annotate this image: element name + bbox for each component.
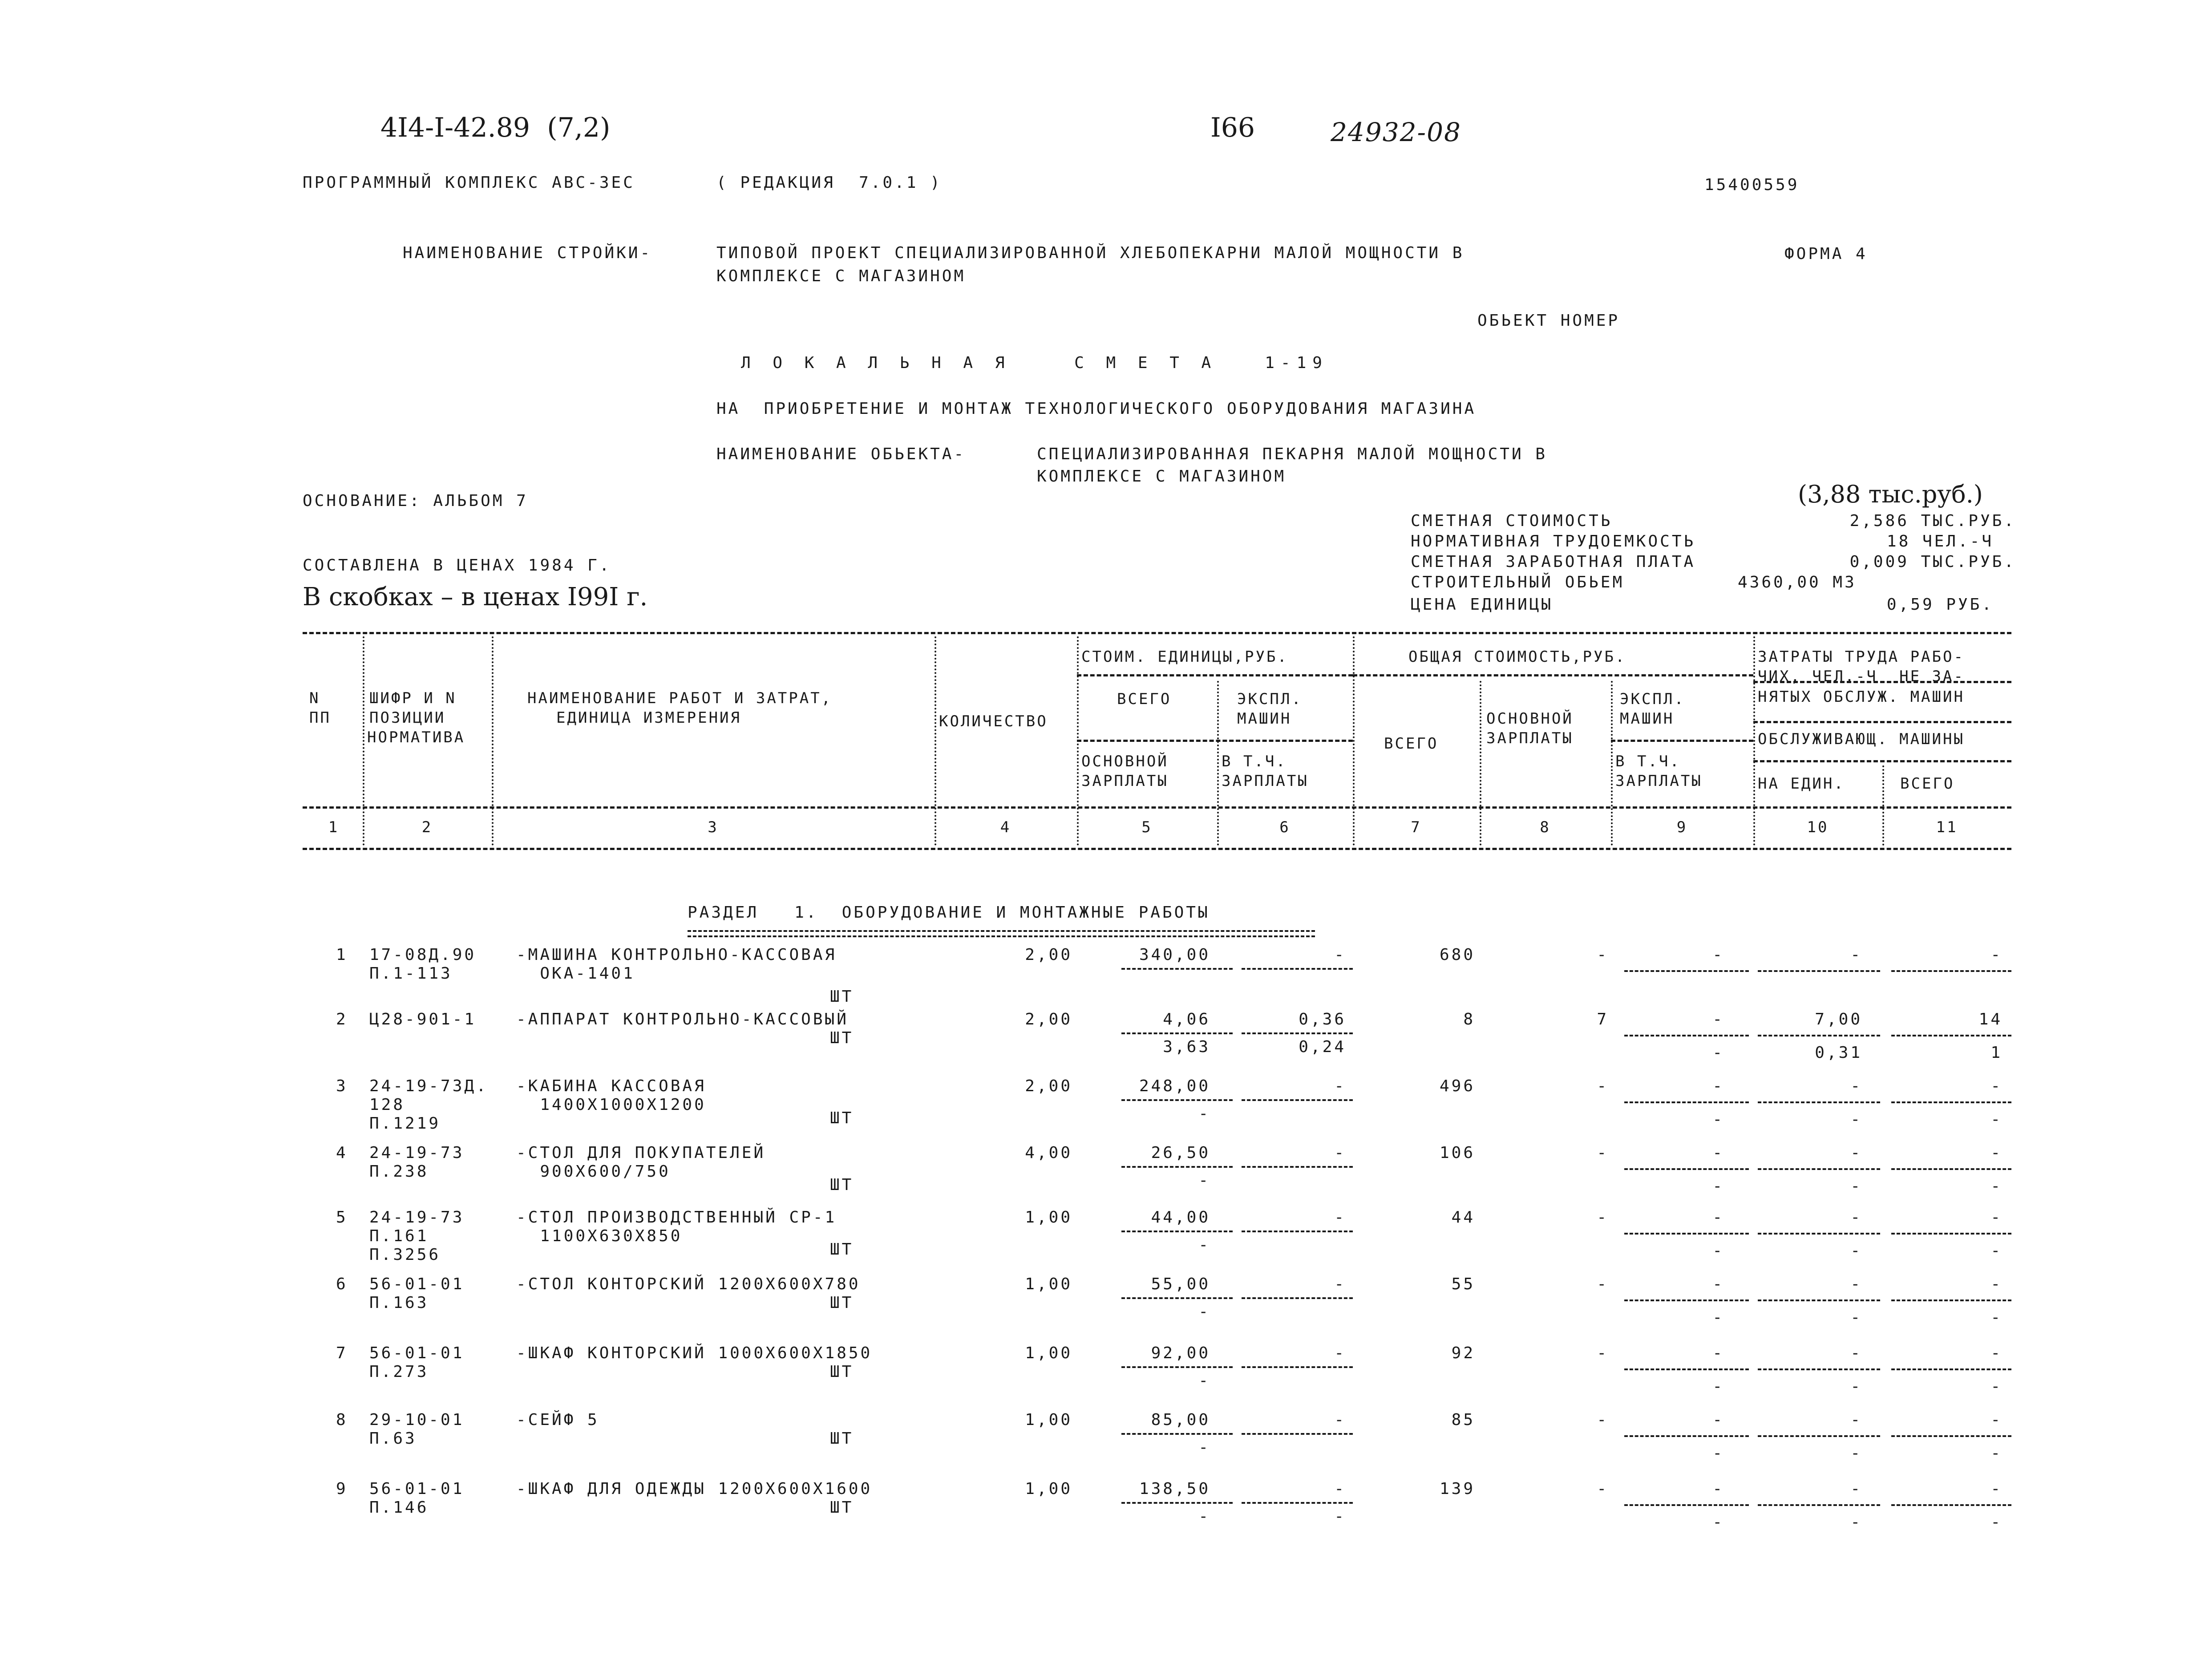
row-name: -МАШИНА КОНТРОЛЬНО-КАССОВАЯ bbox=[516, 946, 837, 964]
col9-sub-header: ЗАРПЛАТЫ bbox=[1615, 772, 1703, 790]
row-code: П.63 bbox=[369, 1429, 417, 1448]
row-labor-total: - bbox=[1991, 1144, 2003, 1162]
row-unit-wage: - bbox=[1198, 1372, 1210, 1390]
row-number: 3 bbox=[336, 1077, 348, 1095]
header-rule-top bbox=[303, 632, 2011, 634]
row-labor-total-wage: - bbox=[1991, 1308, 2003, 1327]
col10-header: НА ЕДИН. bbox=[1758, 775, 1845, 793]
row-code: П.146 bbox=[369, 1498, 429, 1517]
estimate-title: Л О К А Л Ь Н А Я С М Е Т А 1-19 bbox=[741, 354, 1328, 372]
row-total-wage: - bbox=[1597, 1077, 1609, 1095]
row-labor-unit: - bbox=[1850, 1480, 1862, 1498]
row-unit: ШТ bbox=[830, 1498, 854, 1517]
price-1991: (3,88 тыс.руб.) bbox=[1798, 480, 1983, 508]
col6-header: ЭКСПЛ. bbox=[1237, 690, 1303, 708]
row-total-machine: - bbox=[1712, 1208, 1724, 1227]
summary-value: 18 ЧЕЛ.-Ч bbox=[1886, 532, 1994, 551]
row-total: 139 bbox=[1439, 1480, 1475, 1498]
row-total-wage: 7 bbox=[1597, 1010, 1609, 1028]
col-separator bbox=[1611, 681, 1613, 846]
row-rule bbox=[1758, 1368, 1880, 1370]
row-quantity: 2,00 bbox=[1025, 1077, 1072, 1095]
row-rule bbox=[1242, 968, 1353, 970]
row-labor-unit: - bbox=[1850, 1275, 1862, 1293]
row-quantity: 1,00 bbox=[1025, 1208, 1072, 1227]
row-code: 56-01-01 bbox=[369, 1275, 465, 1293]
row-name: -АППАРАТ КОНТРОЛЬНО-КАССОВЫЙ bbox=[516, 1010, 849, 1028]
row-number: 1 bbox=[336, 946, 348, 964]
row-unit-wage: - bbox=[1198, 1438, 1210, 1457]
row-unit-wage: - bbox=[1198, 1507, 1210, 1526]
row-machine-cost: - bbox=[1334, 1344, 1346, 1362]
row-rule bbox=[1242, 1502, 1353, 1504]
row-labor-unit-wage: 0,31 bbox=[1815, 1044, 1862, 1062]
row-unit-wage: - bbox=[1198, 1236, 1210, 1254]
row-rule bbox=[1758, 1504, 1880, 1506]
header-rule-zatr-mid2 bbox=[1753, 760, 2011, 762]
row-machine-cost: 0,36 bbox=[1299, 1010, 1346, 1028]
row-labor-unit-wage: - bbox=[1850, 1377, 1862, 1396]
row-rule bbox=[1891, 1168, 2011, 1170]
zatr-group-header: ЧИХ, ЧЕЛ.-Ч НЕ ЗА- bbox=[1758, 668, 1965, 685]
row-labor-total-wage: - bbox=[1991, 1377, 2003, 1396]
row-labor-total-wage: - bbox=[1991, 1177, 2003, 1195]
row-unit: ШТ bbox=[830, 1294, 854, 1312]
row-code: П.161 bbox=[369, 1227, 429, 1245]
row-name: -СЕЙФ 5 bbox=[516, 1411, 599, 1429]
row-unit-wage: - bbox=[1198, 1105, 1210, 1123]
row-rule bbox=[1242, 1297, 1353, 1299]
row-code: 128 bbox=[369, 1096, 405, 1114]
col-separator bbox=[1077, 636, 1079, 846]
row-machine-cost: - bbox=[1334, 946, 1346, 964]
row-machine-wage-total: - bbox=[1712, 1177, 1724, 1195]
row-rule bbox=[1758, 1233, 1880, 1235]
stroika-label: НАИМЕНОВАНИЕ СТРОЙКИ- bbox=[403, 244, 652, 262]
col-number: 9 bbox=[1676, 818, 1688, 836]
brackets-note: В скобках – в ценах I99I г. bbox=[303, 583, 648, 611]
summary-value: 2,586 ТЫС.РУБ. bbox=[1849, 512, 2016, 530]
summary-label: НОРМАТИВНАЯ ТРУДОЕМКОСТЬ bbox=[1411, 532, 1696, 551]
row-total-wage: - bbox=[1597, 1144, 1609, 1162]
document-code: 4I4-I-42.89 (7,2) bbox=[380, 112, 611, 143]
col-separator bbox=[1753, 636, 1755, 846]
row-total-machine: - bbox=[1712, 1144, 1724, 1162]
row-quantity: 1,00 bbox=[1025, 1411, 1072, 1429]
row-rule bbox=[1121, 1502, 1233, 1504]
row-labor-total-wage: - bbox=[1991, 1513, 2003, 1531]
row-machine-wage: - bbox=[1334, 1507, 1346, 1526]
row-labor-total-wage: - bbox=[1991, 1110, 2003, 1129]
row-labor-total: - bbox=[1991, 1208, 2003, 1227]
col9-sub-header: В Т.Ч. bbox=[1615, 753, 1681, 770]
row-total-wage: - bbox=[1597, 1344, 1609, 1362]
col2-header: ПОЗИЦИИ bbox=[369, 709, 446, 727]
section-underline bbox=[688, 935, 1315, 937]
row-total-machine: - bbox=[1712, 1275, 1724, 1293]
row-unit-cost: 248,00 bbox=[1139, 1077, 1210, 1095]
row-rule bbox=[1121, 1297, 1233, 1299]
col-number: 10 bbox=[1807, 818, 1829, 836]
row-rule bbox=[1121, 968, 1233, 970]
col5-sub-header: ОСНОВНОЙ bbox=[1081, 753, 1169, 770]
row-labor-unit-wage: - bbox=[1850, 1242, 1862, 1260]
header-rule-obsh bbox=[1353, 674, 1753, 676]
row-rule bbox=[1121, 1231, 1233, 1232]
row-rule bbox=[1624, 1233, 1749, 1235]
row-code: П.1219 bbox=[369, 1114, 441, 1133]
row-name: -КАБИНА КАССОВАЯ bbox=[516, 1077, 706, 1095]
object-name-line2: КОМПЛЕКСЕ С МАГАЗИНОМ bbox=[1037, 467, 1287, 486]
row-machine-cost: - bbox=[1334, 1411, 1346, 1429]
row-labor-total: - bbox=[1991, 1411, 2003, 1429]
basis: ОСНОВАНИЕ: АЛЬБОМ 7 bbox=[303, 492, 528, 510]
row-labor-unit-wage: - bbox=[1850, 1308, 1862, 1327]
row-unit-wage: - bbox=[1198, 1171, 1210, 1190]
col-number: 5 bbox=[1141, 818, 1153, 836]
stroika-name-line1: ТИПОВОЙ ПРОЕКТ СПЕЦИАЛИЗИРОВАННОЙ ХЛЕБОПЕКАРНИ МАЛОЙ МОЩНОСТИ В bbox=[716, 244, 1465, 262]
row-machine-wage: 0,24 bbox=[1299, 1038, 1346, 1056]
row-total: 44 bbox=[1451, 1208, 1475, 1227]
col2-header: ШИФР И N bbox=[369, 689, 457, 707]
row-labor-total-wage: 1 bbox=[1991, 1044, 2003, 1062]
row-unit-cost: 26,50 bbox=[1151, 1144, 1210, 1162]
row-unit: ШТ bbox=[830, 1429, 854, 1448]
row-rule bbox=[1624, 1168, 1749, 1170]
row-total-wage: - bbox=[1597, 1480, 1609, 1498]
row-code: 24-19-73 bbox=[369, 1144, 465, 1162]
col-separator bbox=[935, 636, 936, 846]
row-rule bbox=[1242, 1433, 1353, 1435]
numbers-rule-bottom bbox=[303, 848, 2011, 850]
row-machine-wage-total: - bbox=[1712, 1377, 1724, 1396]
row-total-machine: - bbox=[1712, 1344, 1724, 1362]
row-total-machine: - bbox=[1712, 946, 1724, 964]
stoim-group-header: СТОИМ. ЕДИНИЦЫ,РУБ. bbox=[1081, 648, 1288, 666]
col-separator bbox=[1217, 681, 1219, 846]
row-rule bbox=[1121, 1099, 1233, 1101]
row-total-machine: - bbox=[1712, 1077, 1724, 1095]
col9-header: МАШИН bbox=[1620, 710, 1675, 728]
row-rule bbox=[1121, 1166, 1233, 1168]
row-total-machine: - bbox=[1712, 1010, 1724, 1028]
row-unit-wage: - bbox=[1198, 1303, 1210, 1321]
row-name: -СТОЛ ДЛЯ ПОКУПАТЕЛЕЙ bbox=[516, 1144, 766, 1162]
header-rule-c9-mid bbox=[1611, 740, 1753, 742]
row-machine-cost: - bbox=[1334, 1480, 1346, 1498]
object-number: ОБЬЕКТ НОМЕР bbox=[1477, 312, 1620, 330]
row-rule bbox=[1121, 1433, 1233, 1435]
row-name: -ШКАФ ДЛЯ ОДЕЖДЫ 1200Х600Х1600 bbox=[516, 1480, 873, 1498]
form-number: ФОРМА 4 bbox=[1784, 245, 1868, 263]
row-rule bbox=[1624, 1368, 1749, 1370]
row-unit-cost: 85,00 bbox=[1151, 1411, 1210, 1429]
summary-label: СМЕТНАЯ ЗАРАБОТНАЯ ПЛАТА bbox=[1411, 553, 1696, 571]
row-rule bbox=[1624, 970, 1749, 972]
row-quantity: 1,00 bbox=[1025, 1275, 1072, 1293]
row-rule bbox=[1242, 1366, 1353, 1368]
row-quantity: 2,00 bbox=[1025, 1010, 1072, 1028]
summary-label: СМЕТНАЯ СТОИМОСТЬ bbox=[1411, 512, 1613, 530]
row-number: 8 bbox=[336, 1411, 348, 1429]
row-rule bbox=[1891, 1101, 2011, 1103]
zatr-group-header: НЯТЫХ ОБСЛУЖ. МАШИН bbox=[1758, 688, 1965, 706]
col-separator bbox=[492, 636, 494, 846]
row-name: 1100Х630Х850 bbox=[516, 1227, 683, 1245]
row-rule bbox=[1758, 1299, 1880, 1301]
row-rule bbox=[1624, 1299, 1749, 1301]
row-labor-unit: - bbox=[1850, 1411, 1862, 1429]
col6-header: МАШИН bbox=[1237, 710, 1292, 728]
row-total: 85 bbox=[1451, 1411, 1475, 1429]
row-rule bbox=[1891, 1368, 2011, 1370]
handwritten-inventory-number: 24932-08 bbox=[1331, 117, 1461, 147]
col4-header: КОЛИЧЕСТВО bbox=[939, 712, 1048, 730]
compiled-prices: СОСТАВЛЕНА В ЦЕНАХ 1984 Г. bbox=[303, 556, 611, 575]
row-labor-unit-wage: - bbox=[1850, 1513, 1862, 1531]
row-machine-cost: - bbox=[1334, 1077, 1346, 1095]
object-name-line1: СПЕЦИАЛИЗИРОВАННАЯ ПЕКАРНЯ МАЛОЙ МОЩНОСТИ В bbox=[1037, 445, 1547, 463]
row-labor-total-wage: - bbox=[1991, 1444, 2003, 1462]
summary-value: 0,009 ТЫС.РУБ. bbox=[1849, 553, 2016, 571]
row-labor-total: - bbox=[1991, 1077, 2003, 1095]
row-name: ОКА-1401 bbox=[516, 964, 635, 983]
col5-header: ВСЕГО bbox=[1117, 690, 1172, 708]
row-number: 9 bbox=[336, 1480, 348, 1498]
col5-sub-header: ЗАРПЛАТЫ bbox=[1081, 772, 1169, 790]
row-labor-total: - bbox=[1991, 1344, 2003, 1362]
row-name: -СТОЛ КОНТОРСКИЙ 1200Х600Х780 bbox=[516, 1275, 861, 1293]
row-code: П.1-113 bbox=[369, 964, 453, 983]
obsh-group-header: ОБЩАЯ СТОИМОСТЬ,РУБ. bbox=[1408, 648, 1626, 666]
row-name: 1400Х1000Х1200 bbox=[516, 1096, 706, 1114]
col2-header: НОРМАТИВА bbox=[367, 729, 465, 746]
row-labor-total: - bbox=[1991, 1480, 2003, 1498]
row-total: 106 bbox=[1439, 1144, 1475, 1162]
row-rule bbox=[1242, 1231, 1353, 1232]
col6-sub-header: ЗАРПЛАТЫ bbox=[1222, 772, 1309, 790]
col-separator bbox=[1882, 765, 1884, 846]
row-labor-unit: - bbox=[1850, 1077, 1862, 1095]
row-number: 6 bbox=[336, 1275, 348, 1293]
col-number: 1 bbox=[328, 818, 340, 836]
row-total-machine: - bbox=[1712, 1411, 1724, 1429]
object-label: НАИМЕНОВАНИЕ ОБЬЕКТА- bbox=[716, 445, 966, 463]
header-rule-stoim bbox=[1077, 674, 1353, 676]
row-rule bbox=[1242, 1099, 1353, 1101]
col-number: 11 bbox=[1936, 818, 1958, 836]
row-unit-wage: 3,63 bbox=[1163, 1038, 1210, 1056]
row-quantity: 1,00 bbox=[1025, 1480, 1072, 1498]
summary-label: ЦЕНА ЕДИНИЦЫ bbox=[1411, 595, 1554, 614]
row-total: 92 bbox=[1451, 1344, 1475, 1362]
row-code: П.273 bbox=[369, 1363, 429, 1381]
row-total: 496 bbox=[1439, 1077, 1475, 1095]
row-rule bbox=[1758, 1035, 1880, 1036]
row-labor-unit: - bbox=[1850, 1144, 1862, 1162]
row-rule bbox=[1891, 1035, 2011, 1036]
estimate-subtitle: НА ПРИОБРЕТЕНИЕ И МОНТАЖ ТЕХНОЛОГИЧЕСКОГО ОБОРУДОВАНИЯ МАГАЗИНА bbox=[716, 400, 1477, 418]
col11-header: ВСЕГО bbox=[1900, 775, 1955, 793]
summary-label: СТРОИТЕЛЬНЫЙ ОБЬЕМ bbox=[1411, 573, 1625, 591]
row-total-wage: - bbox=[1597, 1208, 1609, 1227]
row-code: 24-19-73 bbox=[369, 1208, 465, 1227]
row-labor-unit: - bbox=[1850, 946, 1862, 964]
row-machine-wage-total: - bbox=[1712, 1513, 1724, 1531]
row-rule bbox=[1121, 1032, 1233, 1034]
col-separator bbox=[1353, 636, 1355, 846]
document-id: 15400559 bbox=[1704, 176, 1800, 194]
row-code: Ц28-901-1 bbox=[369, 1010, 477, 1028]
row-unit-cost: 92,00 bbox=[1151, 1344, 1210, 1362]
row-total: 8 bbox=[1463, 1010, 1475, 1028]
zatr-group-header: ЗАТРАТЫ ТРУДА РАБО- bbox=[1758, 648, 1965, 666]
stroika-name-line2: КОМПЛЕКСЕ С МАГАЗИНОМ bbox=[716, 267, 966, 285]
row-labor-unit: 7,00 bbox=[1815, 1010, 1862, 1028]
header-rule-bottom bbox=[303, 806, 2011, 809]
row-labor-unit-wage: - bbox=[1850, 1110, 1862, 1129]
row-machine-wage-total: - bbox=[1712, 1444, 1724, 1462]
row-quantity: 1,00 bbox=[1025, 1344, 1072, 1362]
row-unit: ШТ bbox=[830, 988, 854, 1006]
row-unit-cost: 55,00 bbox=[1151, 1275, 1210, 1293]
row-total-machine: - bbox=[1712, 1480, 1724, 1498]
row-rule bbox=[1758, 1435, 1880, 1437]
col8-header: ОСНОВНОЙ bbox=[1486, 710, 1574, 728]
row-total-wage: - bbox=[1597, 1275, 1609, 1293]
row-machine-wage-total: - bbox=[1712, 1242, 1724, 1260]
row-number: 2 bbox=[336, 1010, 348, 1028]
row-rule bbox=[1758, 1101, 1880, 1103]
col-number: 8 bbox=[1540, 818, 1551, 836]
row-rule bbox=[1624, 1035, 1749, 1036]
summary-value: 0,59 РУБ. bbox=[1886, 595, 1994, 614]
row-number: 5 bbox=[336, 1208, 348, 1227]
row-unit-cost: 138,50 bbox=[1139, 1480, 1210, 1498]
section-title: РАЗДЕЛ 1. ОБОРУДОВАНИЕ И МОНТАЖНЫЕ РАБОТЫ bbox=[688, 903, 1210, 922]
row-code: П.163 bbox=[369, 1294, 429, 1312]
row-rule bbox=[1891, 1299, 2011, 1301]
row-quantity: 4,00 bbox=[1025, 1144, 1072, 1162]
row-labor-unit-wage: - bbox=[1850, 1177, 1862, 1195]
col-number: 6 bbox=[1279, 818, 1291, 836]
row-machine-cost: - bbox=[1334, 1275, 1346, 1293]
row-unit: ШТ bbox=[830, 1109, 854, 1127]
row-machine-wage-total: - bbox=[1712, 1110, 1724, 1129]
col1-header: ПП bbox=[309, 709, 331, 727]
row-unit: ШТ bbox=[830, 1029, 854, 1047]
col-number: 7 bbox=[1411, 818, 1422, 836]
row-unit: ШТ bbox=[830, 1363, 854, 1381]
row-labor-unit-wage: - bbox=[1850, 1444, 1862, 1462]
header-rule-zatr-mid bbox=[1753, 721, 2011, 723]
row-labor-total-wage: - bbox=[1991, 1242, 2003, 1260]
row-rule bbox=[1891, 1435, 2011, 1437]
row-rule bbox=[1891, 1504, 2011, 1506]
col-separator bbox=[363, 636, 364, 846]
row-total-wage: - bbox=[1597, 946, 1609, 964]
col1-header: N bbox=[309, 689, 320, 707]
row-labor-total: - bbox=[1991, 946, 2003, 964]
row-rule bbox=[1624, 1101, 1749, 1103]
software-name: ПРОГРАММНЫЙ КОМПЛЕКС АВС-3ЕС bbox=[303, 174, 635, 192]
edition: ( РЕДАКЦИЯ 7.0.1 ) bbox=[716, 174, 942, 192]
row-code: 56-01-01 bbox=[369, 1344, 465, 1362]
col7-header: ВСЕГО bbox=[1384, 735, 1439, 753]
row-name: 900Х600/750 bbox=[516, 1162, 671, 1181]
section-underline bbox=[688, 930, 1315, 932]
row-labor-unit: - bbox=[1850, 1208, 1862, 1227]
row-labor-unit: - bbox=[1850, 1344, 1862, 1362]
header-rule-stoim-mid bbox=[1077, 740, 1353, 742]
page-number: I66 bbox=[1210, 112, 1255, 143]
row-rule bbox=[1891, 1233, 2011, 1235]
row-rule bbox=[1121, 1366, 1233, 1368]
row-rule bbox=[1891, 970, 2011, 972]
row-machine-wage-total: - bbox=[1712, 1308, 1724, 1327]
col9-header: ЭКСПЛ. bbox=[1620, 690, 1685, 708]
col-number: 3 bbox=[708, 818, 719, 836]
col-separator bbox=[1480, 681, 1481, 846]
row-unit-cost: 4,06 bbox=[1163, 1010, 1210, 1028]
zatr-sub-header: ОБСЛУЖИВАЮЩ. МАШИНЫ bbox=[1758, 730, 1965, 748]
row-total-wage: - bbox=[1597, 1411, 1609, 1429]
row-quantity: 2,00 bbox=[1025, 946, 1072, 964]
col-number: 2 bbox=[421, 818, 433, 836]
row-total: 680 bbox=[1439, 946, 1475, 964]
row-code: 17-08Д.90 bbox=[369, 946, 477, 964]
row-code: П.238 bbox=[369, 1162, 429, 1181]
col6-sub-header: В Т.Ч. bbox=[1222, 753, 1287, 770]
row-unit: ШТ bbox=[830, 1176, 854, 1194]
col-number: 4 bbox=[1000, 818, 1011, 836]
row-labor-total: - bbox=[1991, 1275, 2003, 1293]
row-name: -ШКАФ КОНТОРСКИЙ 1000Х600Х1850 bbox=[516, 1344, 873, 1362]
row-rule bbox=[1242, 1166, 1353, 1168]
row-machine-cost: - bbox=[1334, 1144, 1346, 1162]
row-unit-cost: 340,00 bbox=[1139, 946, 1210, 964]
row-code: 56-01-01 bbox=[369, 1480, 465, 1498]
row-rule bbox=[1758, 1168, 1880, 1170]
row-rule bbox=[1624, 1435, 1749, 1437]
col3-header: НАИМЕНОВАНИЕ РАБОТ И ЗАТРАТ, bbox=[527, 689, 833, 707]
row-total: 55 bbox=[1451, 1275, 1475, 1293]
row-name: -СТОЛ ПРОИЗВОДСТВЕННЫЙ СР-1 bbox=[516, 1208, 837, 1227]
row-unit: ШТ bbox=[830, 1240, 854, 1259]
row-machine-cost: - bbox=[1334, 1208, 1346, 1227]
summary-value: 4360,00 М3 bbox=[1738, 573, 1857, 591]
row-rule bbox=[1242, 1032, 1353, 1034]
row-unit-cost: 44,00 bbox=[1151, 1208, 1210, 1227]
row-code: 29-10-01 bbox=[369, 1411, 465, 1429]
col8-header: ЗАРПЛАТЫ bbox=[1486, 729, 1574, 747]
row-labor-total: 14 bbox=[1978, 1010, 2003, 1028]
row-machine-wage-total: - bbox=[1712, 1044, 1724, 1062]
row-number: 7 bbox=[336, 1344, 348, 1362]
row-number: 4 bbox=[336, 1144, 348, 1162]
row-code: П.3256 bbox=[369, 1246, 441, 1264]
row-rule bbox=[1624, 1504, 1749, 1506]
row-code: 24-19-73Д. bbox=[369, 1077, 488, 1095]
col3-header: ЕДИНИЦА ИЗМЕРЕНИЯ bbox=[556, 709, 741, 727]
row-rule bbox=[1758, 970, 1880, 972]
